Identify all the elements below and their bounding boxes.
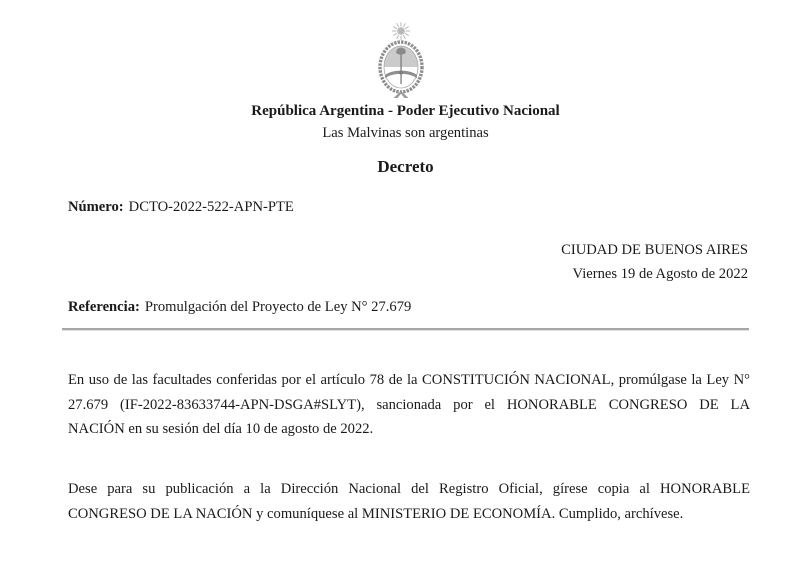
city-line: CIUDAD DE BUENOS AIRES [561, 242, 748, 258]
reference-label: Referencia: [68, 299, 140, 315]
date-line: Viernes 19 de Agosto de 2022 [572, 266, 748, 282]
number-field [68, 199, 748, 216]
paragraph-line: CONGRESO DE LA NACIÓN y comuníquese al MINISTERIO DE ECONOMÍA. Cumplido, archívese. [68, 505, 684, 522]
paragraph-line: NACIÓN en su sesión del día 10 de agosto de 2022. [68, 421, 374, 438]
reference-value: Promulgación del Proyecto de Ley N° 27.679 [144, 299, 412, 315]
pike-icon [400, 52, 401, 84]
body-paragraph-2 [68, 477, 750, 526]
paragraph-line: En uso de las facultades conferidas por el artículo 78 de la CONSTITUCIÓN NACIONAL, promúlgase la Ley N° [68, 372, 750, 388]
paragraph-line: 27.679 (IF-2022-83633744-APN-DSGA#SLYT), sancionada por el HONORABLE CONGRESO DE LA [68, 396, 750, 413]
sun-of-may-icon [392, 22, 410, 40]
ribbon-bow-icon [394, 91, 409, 98]
argentina-coat-of-arms-icon [372, 22, 430, 100]
page-title: República Argentina - Poder Ejecutivo Nacional [251, 103, 560, 119]
number-label: Número: [68, 199, 124, 215]
page-subtitle: Las Malvinas son argentinas [322, 125, 489, 141]
number-value: DCTO-2022-522-APN-PTE [128, 199, 294, 215]
reference-divider [62, 328, 749, 330]
reference-field [68, 299, 748, 316]
paragraph-line: Dese para su publicación a la Dirección Nacional del Registro Oficial, gírese copia al HONORABLE [68, 481, 750, 497]
body-paragraph-1 [68, 368, 750, 442]
document-type-heading: Decreto [377, 157, 434, 176]
